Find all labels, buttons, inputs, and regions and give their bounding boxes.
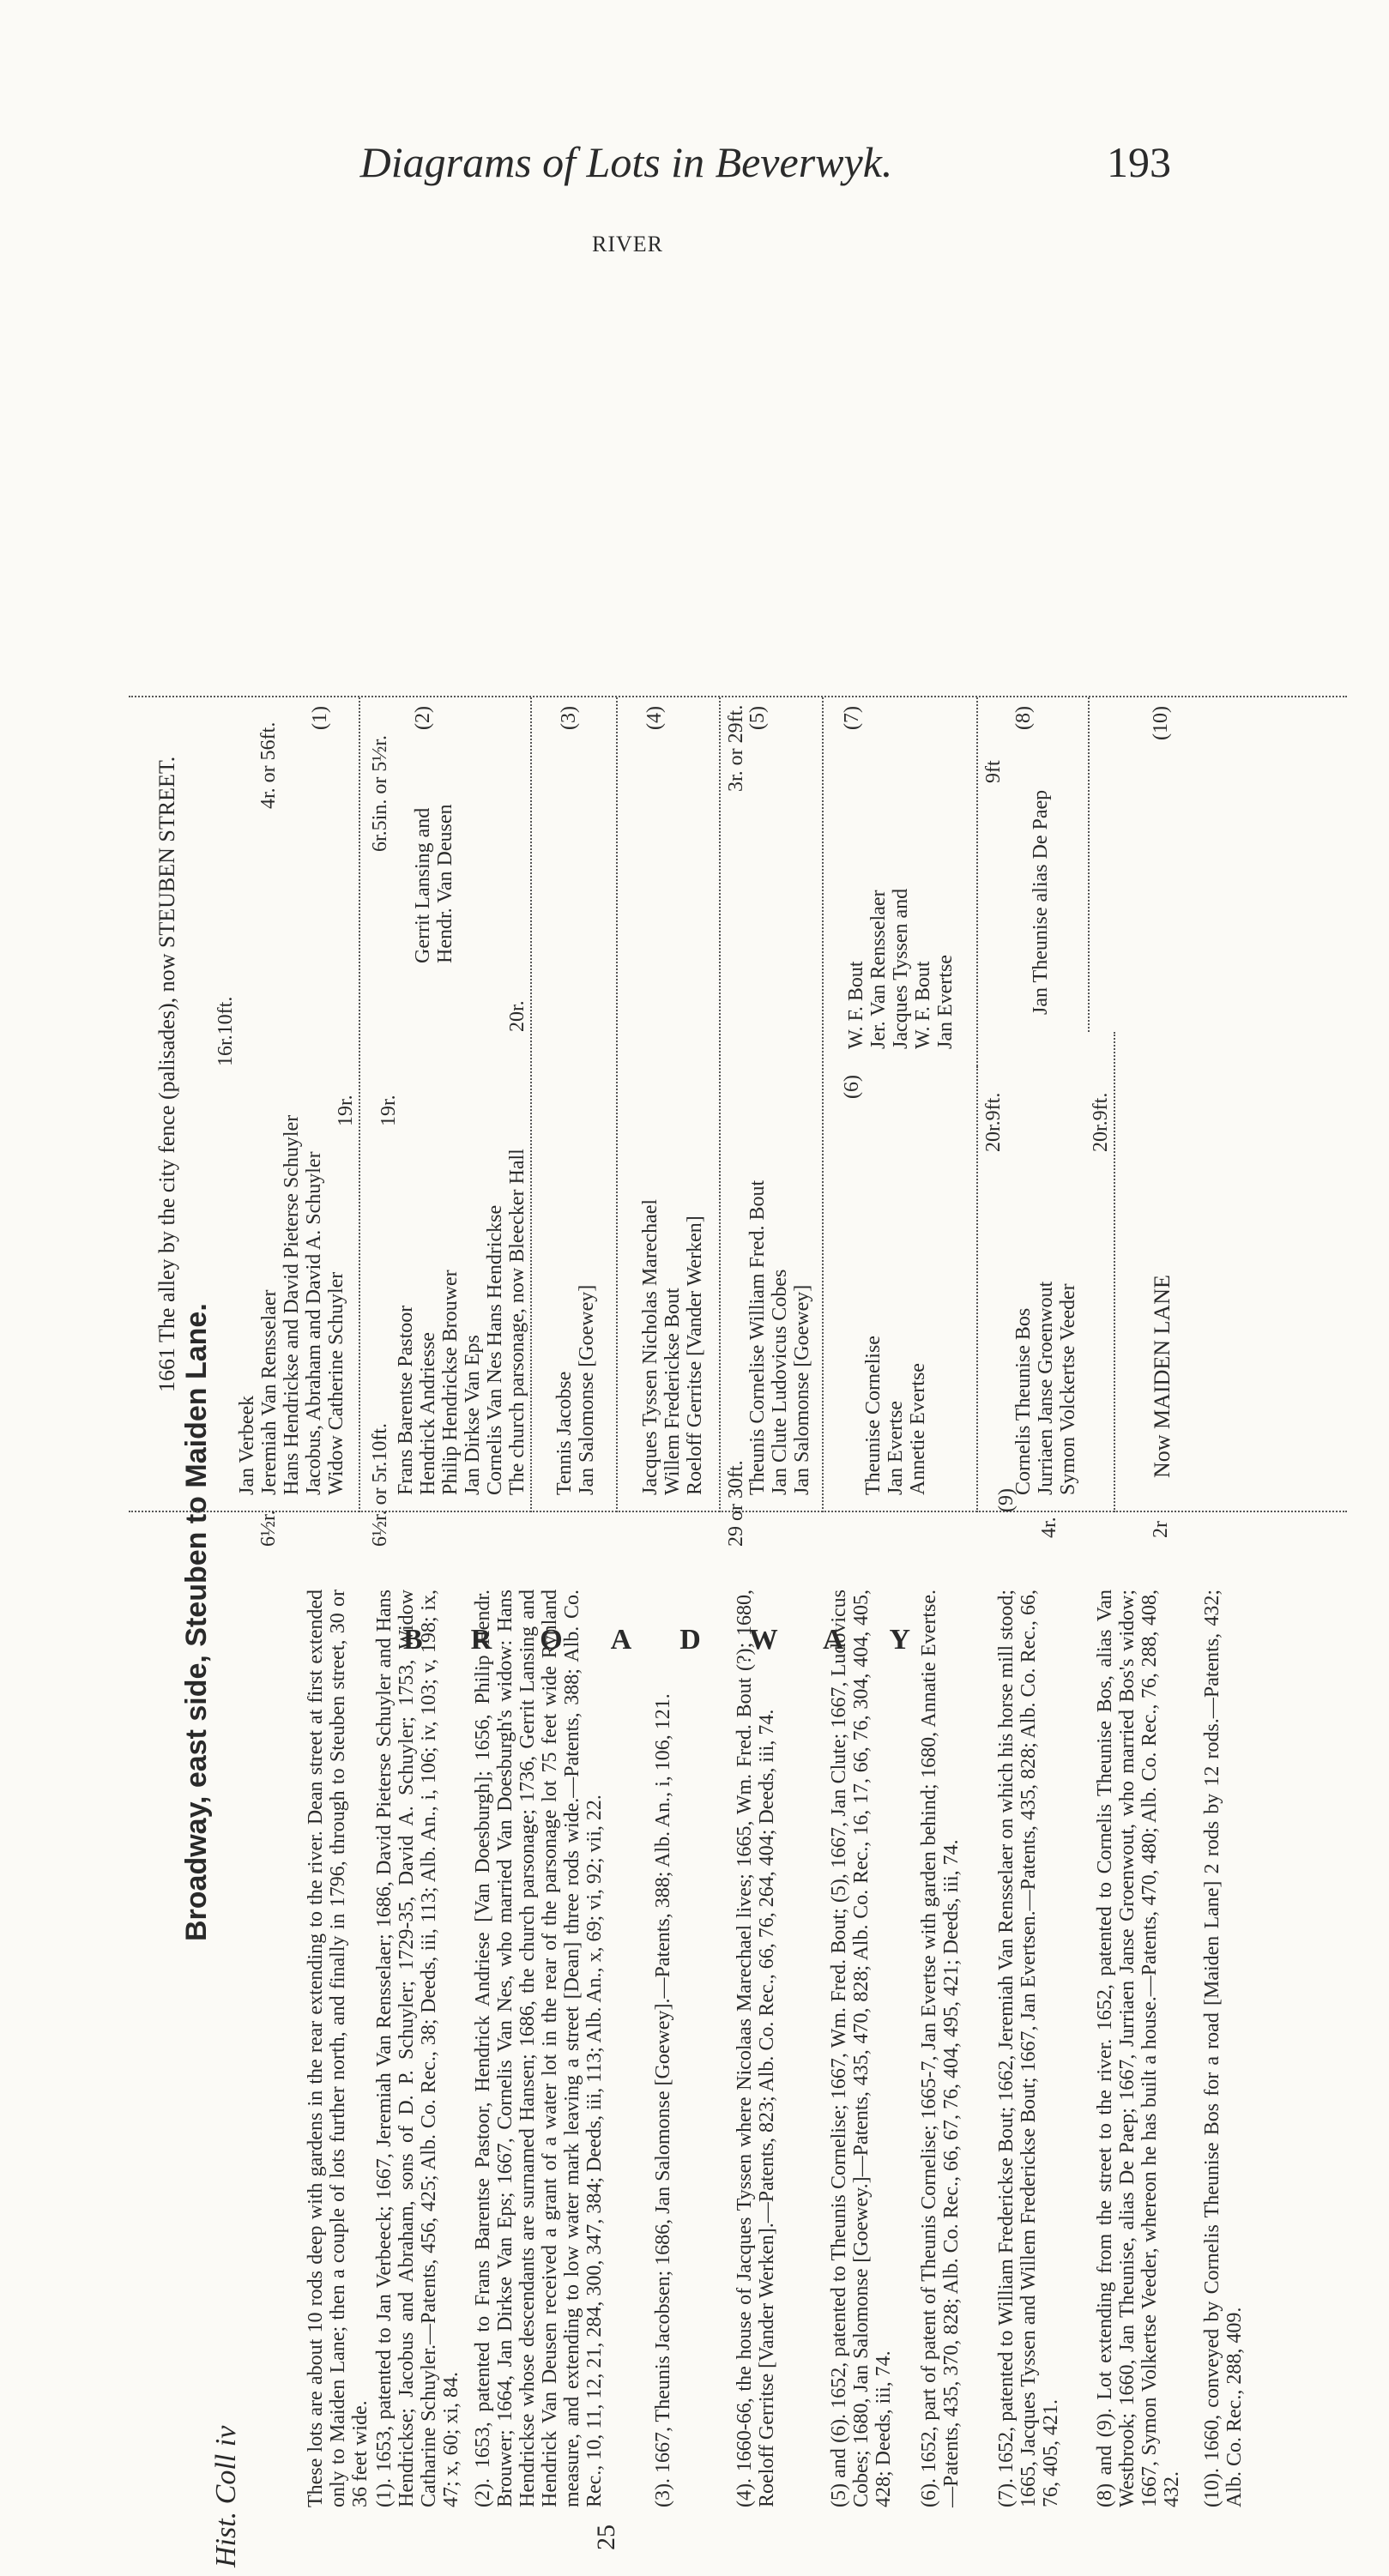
lot-5-rear: 3r. or 29ft. [725,704,747,792]
owner: Hendr. Van Deusen [434,804,456,963]
owner: Hans Hendrickse and David Pieterse Schuyler [281,1114,303,1495]
owner: Jan Clute Ludovicus Cobes [769,1269,791,1495]
lot-5 [721,697,824,1547]
lot-2-depth: 19r. [377,1095,400,1126]
lot-2-rear-owners [412,804,456,963]
owner: Cornelis Van Nes Hans Hendrickse [484,1204,506,1495]
note-8: (8) and (9). Lot extending from the street to the river. 1652, patented to Cornelis Theunise Bos, alias Van Westbrook; 1660, Jan Theunise, alias De Paep; 1667, Jurriaen Janse Groenwout, who married Bos's widow; 1667, Symon Volkertse Veeder, whereon he has built a house.—Patents, 470, 480; Alb. Co. Rec., 76, 288, 408, 432. [1094,1590,1183,2507]
owner: Symon Volckertse Veeder [1057,1283,1079,1495]
owner: Gerrit Lansing and [412,807,434,963]
lot-3-number: (3) [558,706,580,730]
lot-6-number: (6) [841,1075,863,1099]
lot-10-number: (10) [1150,706,1172,740]
owner: W. F. Bout [845,961,867,1049]
note-2: (2). 1653, patented to Frans Barentse Pastoor, Hendrick Andriese [Van Doesburgh]; 1656, Philip Hendr. Brouwer; 1664, Jan Dirkse Van Eps; 1667, Cornelis Van Nes, who married Van Doesburgh's widow: Hans Hendrickse whose descendants are surnamed Hansen; 1686, the church parsonage; 1736, Gerrit Lansing and Hendrick Van Deusen received a grant of a water lot in the rear of the parsonage lot 75 feet wide Rynland measure, and extending to low water mark leaving a street [Dean] three rods wide.—Patents, 388; Alb. Co. Rec., 10, 11, 12, 21, 284, 300, 347, 384; Deeds, iii, 113; Alb. An., x, 69; vi, 92; vii, 22. [472,1590,606,2507]
notes-heading: Broadway, east side, Steuben to Maiden Lane. [180,1303,213,1941]
lot-8 [978,697,1090,1032]
lot-1-depth: 16r.10ft. [214,996,237,1066]
owner: Jan Evertse [934,955,957,1049]
lot-9-depth-2: 20r.9ft. [1090,1092,1112,1152]
lot-2-number: (2) [412,706,434,730]
note-intro: These lots are about 10 rods deep with gardens in the rear extending to the river. Dean street at first extended only to Maiden Lane; then a couple of lots further north, and finally in 1796, through to Steuben street, 30 or 36 feet wide. [305,1590,371,2507]
lot-2-front: 6½r. or 5r.10ft. [369,1423,391,1547]
owner: Jacques Tyssen Nicholas Marechael [639,1198,661,1495]
lot-8-rear: 9ft [982,760,1005,783]
lot-10-front: 2r [1150,1521,1172,1538]
owner: Jan Salomonse [Goewey] [791,1284,813,1495]
lot-3-owners [553,1285,598,1495]
lot-2-depth-2: 20r. [506,1000,528,1032]
note-3: (3). 1667, Theunis Jacobsen; 1686, Jan Salomonse [Goewey].—Patents, 388; Alb. An., i, 106, 121. [652,1693,674,2507]
owner: Jeremiah Van Rensselaer [258,1289,281,1495]
owner: Jan Evertse [885,1401,907,1495]
owner: Philip Hendrickse Brouwer [439,1270,462,1495]
hist-coll-label: Hist. Coll iv [210,2425,242,2567]
note-7: (7). 1652, patented to William Frederickse Bout; 1662, Jeremiah Van Rensselaer on which his horse mill stood; 1665, Jacques Tyssen and Willem Frederickse Bout; 1667, Jan Evertsen.—Patents, 435, 828; Alb. Co. Rec., 66, 76, 405, 421. [995,1590,1062,2507]
lot-7-number: (7) [841,706,863,730]
lot-1-front: 6½r. [257,1510,280,1547]
lot-2-owners [395,1149,528,1495]
river-label: RIVER [592,232,663,256]
owner: Cornelis Theunise Bos [1012,1307,1035,1495]
lot-8-owners [1030,790,1052,1015]
lot-1 [206,697,360,1547]
owner: Jan Theunise alias De Paep [1030,789,1052,1015]
owner: Widow Catherine Schuyler [325,1271,347,1495]
owner: Theunis Cornelise William Fred. Bout [746,1179,769,1495]
owner: Jurriaen Janse Groenwout [1035,1281,1057,1495]
lot-7-owners [845,889,957,1049]
lot-6 [824,1066,978,1512]
lot-1-number: (1) [309,706,331,730]
owner: Willem Frederickse Bout [661,1288,684,1495]
lot-2 [360,697,532,1547]
page-number: 193 [1107,138,1171,186]
owner: Roeloff Gerritse [Vander Werken] [684,1216,706,1495]
lot-4-number: (4) [643,706,666,730]
note-6: (6). 1652, part of patent of Theunis Cornelise; 1665-7, Jan Evertse with garden behind; 1680, Annatie Evertse.—Patents, 435, 370, 828; Alb. Co. Rec., 66, 67, 76, 404, 495, 421; Deeds, iii, 74. [918,1590,963,2507]
lot-9-front: 4r. [1038,1517,1060,1538]
lot-6-owners [862,1336,929,1495]
broadway-label: BROADWAY [403,1624,959,1656]
lot-5-owners [746,1180,813,1495]
lot-8-number: (8) [1012,706,1035,730]
owner: Hendrick Andriesse [417,1332,439,1495]
owner: Tennis Jacobse [553,1371,576,1495]
owner: Jan Dirkse Van Eps [462,1335,484,1495]
owner: Jacques Tyssen and [890,888,912,1049]
owner: Frans Barentse Pastoor [395,1305,417,1495]
lot-1-owners [236,1115,347,1495]
steuben-street-label: 1661 The alley by the city fence (palisades), now STEUBEN STREET. [154,756,179,1392]
lot-5-front: 29 or 30ft. [725,1460,747,1547]
owner: W. F. Bout [912,961,934,1049]
note-5: (5) and (6). 1652, patented to Theunis Cornelise; 1667, Wm. Fred. Bout; (5), 1667, Jan Clute; 1667, Ludovicus Cobes; 1680, Jan Salomonse [Goewey.]—Patents, 435, 470, 828; Alb. Co. Rec., 16, 17, 66, 76, 304, 404, 405, 428; Deeds, iii, 74. [828,1590,895,2507]
lot-4 [618,697,721,1512]
lot-9-depth: 20r.9ft. [982,1092,1005,1152]
owner: Jan Verbeek [236,1395,258,1495]
note-10: (10). 1660, conveyed by Cornelis Theunise Bos for a road [Maiden Lane] 2 rods by 12 rods.—Patents, 432; Alb. Co. Rec., 288, 409. [1201,1590,1246,2507]
lot-9-owners [1012,1282,1079,1495]
note-1: (1). 1653, patented to Jan Verbeeck; 1667, Jeremiah Van Rensselaer; 1686, David Pieterse Schuyler and Hans Hendrickse; Jacobus and Abraham, sons of D. P. Schuyler; 1729-35, David A. Schuyler; 1753, Widow Catharine Schuyler.—Patents, 456, 425; Alb. Co. Rec., 38; Deeds, iii, 113; Alb. An., i, 106; iv, 103; v, 198; ix, 47; x, 60; xi, 84. [373,1590,462,2507]
maiden-lane-label: Now MAIDEN LANE [1150,1275,1175,1478]
lot-1-depth-2: 19r. [335,1095,357,1126]
lot-5-number: (5) [746,706,769,730]
owner: Theunise Cornelise [862,1336,885,1495]
lot-10 [1115,697,1210,1538]
page-header-title: Diagrams of Lots in Beverwyk. [359,138,893,186]
lot-7 [824,697,978,1066]
owner: Jacobus, Abraham and David A. Schuyler [303,1151,325,1495]
lot-4-owners [639,1199,706,1495]
lot-3 [532,697,618,1512]
signature-number: 25 [592,2525,620,2550]
note-4: (4). 1660-66, the house of Jacques Tyssen where Nicolaas Marechael lives; 1665, Wm. Fred. Bout (?); 1680, Roeloff Gerritse [Vander Werken].—Patents, 823; Alb. Co. Rec., 66, 76, 264, 404; Deeds, iii, 74. [734,1590,778,2507]
rotated-page-body [129,646,1347,2576]
owner: The church parsonage, now Bleecker Hall [506,1149,528,1495]
owner: Jer. Van Rensselaer [867,890,890,1049]
lot-2-rear: 6r.5in. or 5½r. [369,735,391,852]
owner: Annetie Evertse [907,1363,929,1495]
lot-1-rear: 4r. or 56ft. [257,721,280,809]
lot-9-number: (9) [995,1488,1018,1512]
lot-9 [978,1032,1115,1538]
owner: Jan Salomonse [Goewey] [576,1284,598,1495]
